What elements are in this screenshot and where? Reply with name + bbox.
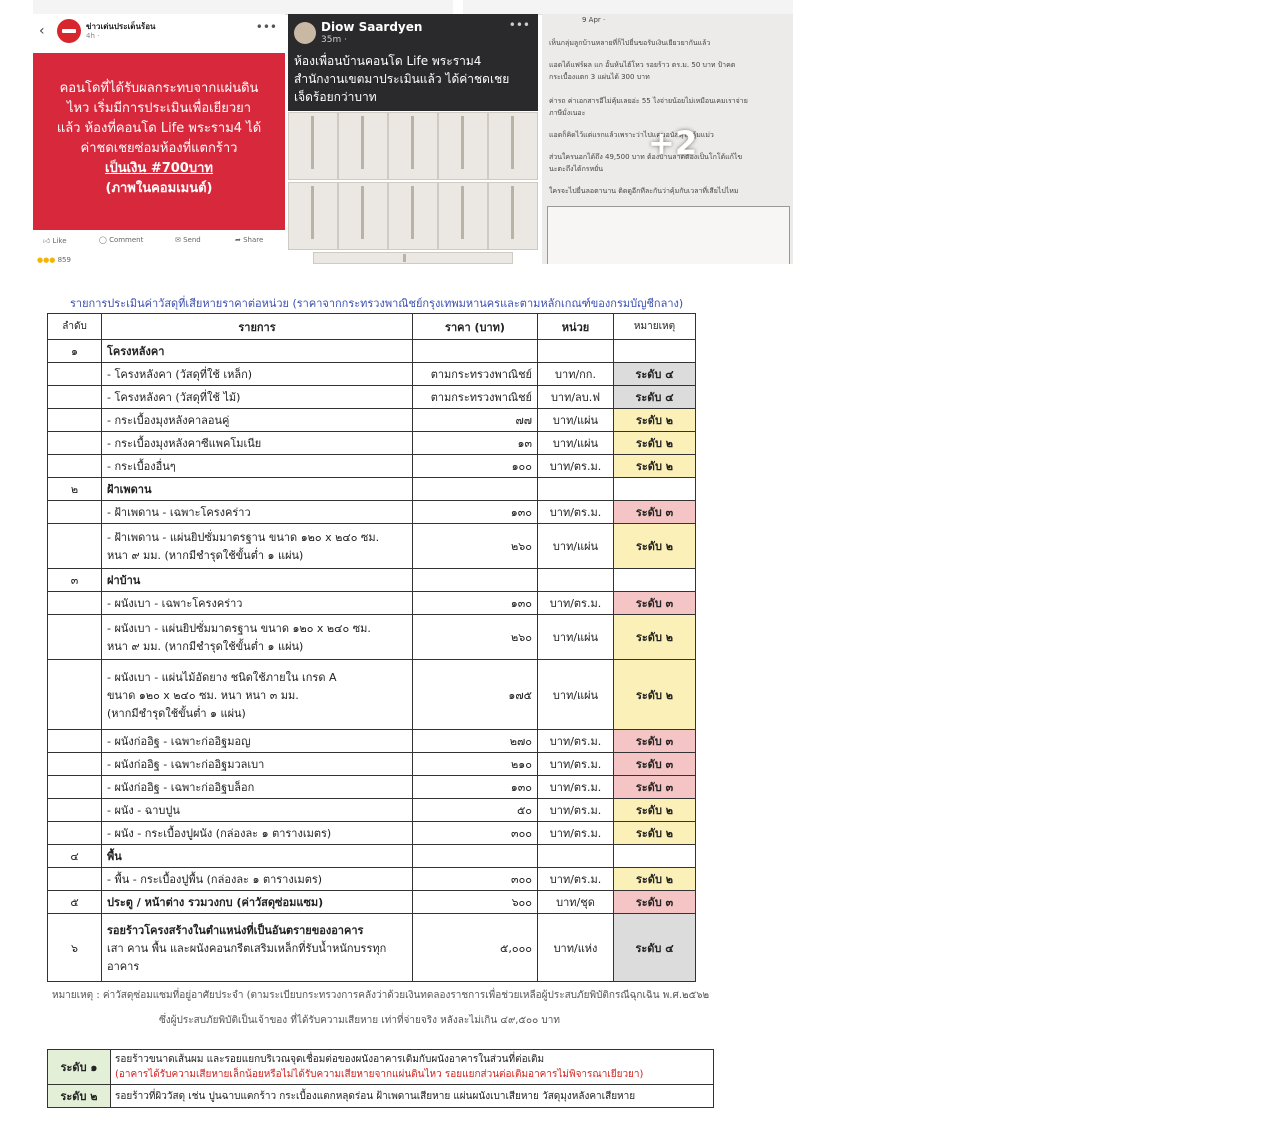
post-text-line: ใครจะไปยื่นลอตานาน ติดดูอีกทีละกันว่าคุ้มกับเวลาที่เสียไปไหม [549, 187, 739, 195]
row-price [413, 845, 538, 868]
row-number [48, 363, 102, 386]
row-level: ระดับ ๒ [614, 799, 696, 822]
table-body [48, 340, 696, 982]
row-number [48, 776, 102, 799]
red-card-line: ไหว เริ่มมีการประเมินเพื่อเยียวยา [66, 101, 252, 116]
reaction-emoji-icon: ●●● [37, 256, 56, 264]
row-level [614, 478, 696, 501]
row-item: - ผนังเบา - เฉพาะโครงคร่าว [102, 592, 413, 615]
table-row [48, 776, 696, 799]
post-time: 9 Apr · [582, 16, 606, 24]
row-level: ระดับ ๔ [614, 914, 696, 982]
row-level: ระดับ ๓ [614, 891, 696, 914]
table-group-row [48, 845, 696, 868]
row-price: ๓๐๐ [413, 822, 538, 845]
header-price: ราคา (บาท) [413, 314, 538, 340]
table-row [48, 592, 696, 615]
row-item [102, 914, 413, 982]
row-price: ๑๓๐ [413, 592, 538, 615]
send-button[interactable]: ✉ Send [175, 236, 201, 244]
post-text-line: กระเบื้องแตก 3 แผ่นได้ 300 บาท [549, 73, 650, 81]
row-price: ๗๗ [413, 409, 538, 432]
row-price: ๒๖๐ [413, 615, 538, 660]
crack-photo[interactable] [288, 112, 338, 180]
table-row [48, 660, 696, 730]
row-unit: บาท/ตร.ม. [538, 730, 614, 753]
row-number [48, 409, 102, 432]
crack-photo[interactable] [338, 112, 388, 180]
table-row [48, 753, 696, 776]
row-number [48, 501, 102, 524]
row-price: ๑๓๐ [413, 776, 538, 799]
row-number: ๑ [48, 340, 102, 363]
news-logo-icon [57, 19, 81, 43]
row-number [48, 592, 102, 615]
row-item: - ผนัง - ฉาบปูน [102, 799, 413, 822]
table-group-row [48, 340, 696, 363]
row-level: ระดับ ๓ [614, 730, 696, 753]
author-avatar[interactable] [294, 22, 316, 44]
embedded-table-thumbnail [547, 206, 790, 264]
post-collage [33, 0, 793, 264]
comment-button[interactable]: ◯ Comment [99, 236, 144, 244]
more-photos-count[interactable]: +2 [648, 124, 698, 162]
row-number [48, 455, 102, 478]
row-item: - ผนังเบา - แผ่นไม้อัดยาง ชนิดใช้ภายใน เกรด A ขนาด ๑๒๐ x ๒๔๐ ซม. หนา หนา ๓ มม. (หากมีชำรุดใช้ขั้นต่ำ ๑ แผ่น) [102, 660, 413, 730]
row-level: ระดับ ๔ [614, 363, 696, 386]
row-unit: บาท/ตร.ม. [538, 753, 614, 776]
table-group-row [48, 914, 696, 982]
row-item: - ผนังก่ออิฐ - เฉพาะก่ออิฐมวลเบา [102, 753, 413, 776]
level-row [48, 1085, 714, 1108]
facebook-post-screenshot[interactable] [542, 14, 793, 264]
red-card-line: แล้ว ห้องที่คอนโด Life พระราม4 ได้ [56, 121, 262, 136]
row-level: ระดับ ๒ [614, 409, 696, 432]
row-number [48, 432, 102, 455]
post-text-line: เจ็ดร้อยกว่าบาท [294, 90, 377, 104]
post-header-dark [288, 14, 538, 111]
table-row [48, 822, 696, 845]
row-level: ระดับ ๒ [614, 455, 696, 478]
post-text-line: แอดก็คิดไว้แต่แรกแล้วเพราะว่าไปแคมอนัสดุไม่คุ้มแม่ว [549, 131, 714, 139]
level-desc-note: (อาคารได้รับความเสียหายเล็กน้อยหรือไม่ได้รับความเสียหายจากแผ่นดินไหว รอยแยกส่วนต่อเติมอาคารไม่พิจารณาเยียวยา) [115, 1069, 644, 1080]
row-price: ๖๐๐ [413, 891, 538, 914]
row-item: พื้น [102, 845, 413, 868]
table-row [48, 501, 696, 524]
row-item: - กระเบื้องมุงหลังคาลอนคู่ [102, 409, 413, 432]
red-card-line: ค่าชดเชยซ่อมห้องที่แตกร้าว [80, 141, 238, 156]
row-number [48, 524, 102, 569]
row-price [413, 340, 538, 363]
row-unit: บาท/ตร.ม. [538, 776, 614, 799]
row-number [48, 822, 102, 845]
post-text-line: ส่วนใครนอกได้ถึง 49,500 บาท ต้องบ้านลาดต้องเป็นโกโต้แก้ไข [549, 153, 743, 161]
damage-level-table [47, 1049, 714, 1108]
row-price: ตามกระทรวงพาณิชย์ [413, 386, 538, 409]
crack-photo[interactable] [438, 182, 488, 250]
row-level: ระดับ ๓ [614, 501, 696, 524]
red-card-line: (ภาพในคอมเมนต์) [105, 181, 213, 196]
table-group-row [48, 891, 696, 914]
like-button[interactable]: 👍︎ Like [43, 237, 67, 245]
row-number [48, 753, 102, 776]
level-desc-text: รอยร้าวที่ผิววัสดุ เช่น ปูนฉาบแตกร้าว กระเบื้องแตกหลุดร่อน ฝ้าเพดานเสียหาย แผ่นผนังเบาเสียหาย วัสดุมุงหลังคาเสียหาย [115, 1090, 636, 1102]
row-unit: บาท/กก. [538, 363, 614, 386]
row-item-detail: เสา คาน พื้น และผนังคอนกรีตเสริมเหล็กที่รับน้ำหนักบรรทุกอาคาร [107, 941, 387, 973]
row-level: ระดับ ๒ [614, 524, 696, 569]
table-row [48, 730, 696, 753]
post-text-line: ห้องเพื่อนบ้านคอนโด Life พระราม4 [294, 54, 482, 68]
row-item: ฝาบ้าน [102, 569, 413, 592]
reaction-count[interactable] [37, 256, 71, 264]
level-label: ระดับ ๒ [48, 1085, 111, 1108]
row-price: ๕๐ [413, 799, 538, 822]
table-group-row [48, 569, 696, 592]
crack-photo[interactable] [313, 252, 513, 264]
table-row [48, 432, 696, 455]
row-unit: บาท/ตร.ม. [538, 799, 614, 822]
row-unit: บาท/ตร.ม. [538, 592, 614, 615]
table-row [48, 524, 696, 569]
send-label: Send [183, 236, 201, 244]
row-item: ประตู / หน้าต่าง รวมวงกบ (ค่าวัสดุซ่อมแซม) [102, 891, 413, 914]
cropped-strip-right [463, 0, 793, 15]
comment-label: Comment [109, 236, 144, 244]
share-label: Share [243, 236, 264, 244]
row-level [614, 340, 696, 363]
row-item: - โครงหลังคา (วัสดุที่ใช้ ไม้) [102, 386, 413, 409]
row-unit [538, 340, 614, 363]
crack-photo[interactable] [288, 182, 338, 250]
row-item: - ผนังเบา - แผ่นยิปซั่มมาตรฐาน ขนาด ๑๒๐ x ๒๔๐ ซม. หนา ๙ มม. (หากมีชำรุดใช้ขั้นต่ำ ๑ แผ่น) [102, 615, 413, 660]
table-row [48, 868, 696, 891]
cropped-strip-left [33, 0, 453, 15]
post-text-line: แอดได้แฟร์ผล แก อั้นห้นไฮ้โหว รอยร้าว ตร.ม. 50 บาท ป้าคต [549, 61, 736, 69]
table-row [48, 363, 696, 386]
row-level: ระดับ ๓ [614, 753, 696, 776]
row-unit: บาท/แผ่น [538, 524, 614, 569]
header-no: ลำดับ [48, 314, 102, 340]
post-text-line: นะตะถึงได้กรหยั่น [549, 165, 604, 173]
row-unit: บาท/ตร.ม. [538, 455, 614, 478]
row-unit: บาท/ตร.ม. [538, 822, 614, 845]
row-item: ฝ้าเพดาน [102, 478, 413, 501]
row-level: ระดับ ๒ [614, 660, 696, 730]
red-card-line: คอนโดที่ได้รับผลกระทบจากแผ่นดิน [59, 81, 259, 96]
row-unit [538, 845, 614, 868]
more-options-icon[interactable]: ••• [255, 20, 277, 34]
row-price [413, 478, 538, 501]
facebook-post-diow [288, 14, 538, 264]
row-item: - ฝ้าเพดาน - แผ่นยิปซั่มมาตรฐาน ขนาด ๑๒๐ x ๒๔๐ ซม. หนา ๙ มม. (หากมีชำรุดใช้ขั้นต่ำ ๑ แผ่น) [102, 524, 413, 569]
row-level: ระดับ ๓ [614, 592, 696, 615]
row-number: ๖ [48, 914, 102, 982]
row-price: ๒๖๐ [413, 524, 538, 569]
row-price: ๒๗๐ [413, 730, 538, 753]
row-price: ๑๗๕ [413, 660, 538, 730]
row-level: ระดับ ๒ [614, 822, 696, 845]
row-item-heading: รอยร้าวโครงสร้างในตำแหน่งที่เป็นอันตรายของอาคาร [107, 923, 364, 937]
row-level: ระดับ ๒ [614, 615, 696, 660]
author-name[interactable]: Diow Saardyen [321, 20, 423, 34]
row-unit [538, 478, 614, 501]
table-group-row [48, 478, 696, 501]
table-row [48, 386, 696, 409]
row-number: ๓ [48, 569, 102, 592]
post-actions [33, 232, 285, 250]
row-unit: บาท/แห่ง [538, 914, 614, 982]
row-unit: บาท/แผ่น [538, 660, 614, 730]
post-text-line: สำนักงานเขตมาประเมินแล้ว ได้ค่าชดเชย [294, 72, 510, 86]
post-time: 4h · [86, 32, 100, 40]
post-text-line: เห็นกลุ่มลูกบ้านหลายที่ก็ไปยื่นขอรับเงินเยียวยากันแล้ว [549, 39, 711, 47]
row-number [48, 799, 102, 822]
row-level: ระดับ ๔ [614, 386, 696, 409]
row-level: ระดับ ๒ [614, 868, 696, 891]
footnote-line-2: ซึ่งผู้ประสบภัยพิบัติเป็นเจ้าของ ที่ได้รับความเสียหาย เท่าที่จ่ายจริง หลังละไม่เกิน ๔๙,๕๐๐ บาท [159, 1015, 560, 1026]
row-item: - ผนัง - กระเบื้องปูผนัง (กล่องละ ๑ ตารางเมตร) [102, 822, 413, 845]
row-number: ๕ [48, 891, 102, 914]
row-level: ระดับ ๓ [614, 776, 696, 799]
page-name[interactable]: ข่าวเด่นประเด็นร้อน [86, 22, 156, 31]
level-description [111, 1085, 714, 1108]
row-number [48, 868, 102, 891]
damage-rate-table [47, 313, 696, 982]
crack-photo[interactable] [388, 182, 438, 250]
post-text [294, 52, 534, 106]
row-number [48, 730, 102, 753]
share-button[interactable]: ➦ Share [235, 236, 264, 244]
row-unit: บาท/แผ่น [538, 615, 614, 660]
row-price: ๑๓๐ [413, 501, 538, 524]
post-text-line: ภาษีมั่งเนอะ [549, 109, 586, 117]
post-text-line: ค่ารถ ค่าเอกสารอีไม่คุ้มเลยอ่ะ 55 ไงจ่ายน้อยไม่เหมือนเคมเราจ่าย [549, 97, 748, 105]
row-item: - ฝ้าเพดาน - เฉพาะโครงคร่าว [102, 501, 413, 524]
facebook-post-news [33, 14, 285, 264]
row-number [48, 660, 102, 730]
row-level [614, 569, 696, 592]
row-level [614, 845, 696, 868]
post-time: 35m · [321, 35, 347, 45]
row-unit: บาท/ตร.ม. [538, 868, 614, 891]
level-label: ระดับ ๑ [48, 1050, 111, 1085]
row-unit: บาท/ลบ.ฟ [538, 386, 614, 409]
row-item: - พื้น - กระเบื้องปูพื้น (กล่องละ ๑ ตารางเมตร) [102, 868, 413, 891]
header-unit: หน่วย [538, 314, 614, 340]
row-item: - โครงหลังคา (วัสดุที่ใช้ เหล็ก) [102, 363, 413, 386]
row-price: ๕,๐๐๐ [413, 914, 538, 982]
back-arrow-icon[interactable]: ‹ [39, 23, 45, 39]
row-price: ๒๑๐ [413, 753, 538, 776]
post-image-red-card[interactable] [33, 53, 285, 230]
header-item: รายการ [102, 314, 413, 340]
crack-photo[interactable] [338, 182, 388, 250]
row-price: ๓๐๐ [413, 868, 538, 891]
reaction-number: 859 [57, 256, 71, 264]
row-item: - กระเบื้องอื่นๆ [102, 455, 413, 478]
table-row [48, 455, 696, 478]
footnote-line-1: หมายเหตุ : ค่าวัสดุซ่อมแซมที่อยู่อาศัยประจำ (ตามระเบียบกระทรวงการคลังว่าด้วยเงินทดลองราชการเพื่อช่วยเหลือผู้ประสบภัยพิบัติกรณีฉุกเฉิน พ.ศ.๒๕๖๒ [52, 990, 710, 1001]
row-unit: บาท/แผ่น [538, 432, 614, 455]
table-row [48, 615, 696, 660]
crack-photo[interactable] [488, 182, 538, 250]
row-number: ๒ [48, 478, 102, 501]
crack-photo[interactable] [488, 112, 538, 180]
row-item: - ผนังก่ออิฐ - เฉพาะก่ออิฐมอญ [102, 730, 413, 753]
row-price: ตามกระทรวงพาณิชย์ [413, 363, 538, 386]
row-unit: บาท/ตร.ม. [538, 501, 614, 524]
level-description [111, 1050, 714, 1085]
document-title: รายการประเมินค่าวัสดุที่เสียหายราคาต่อหน่วย (ราคาจากกระทรวงพาณิชย์กรุงเทพมหานครและตามหลักเกณฑ์ของกรมบัญชีกลาง) [70, 297, 684, 310]
level-row [48, 1050, 714, 1085]
row-unit: บาท/ชุด [538, 891, 614, 914]
like-label: Like [52, 237, 67, 245]
level-desc-text: รอยร้าวขนาดเส้นผม และรอยแยกบริเวณจุดเชื่อมต่อของผนังอาคารเดิมกับผนังอาคารในส่วนที่ต่อเติม [115, 1054, 545, 1065]
table-row [48, 799, 696, 822]
row-number [48, 615, 102, 660]
row-level: ระดับ ๒ [614, 432, 696, 455]
row-number: ๔ [48, 845, 102, 868]
row-price: ๑๓ [413, 432, 538, 455]
row-price [413, 569, 538, 592]
crack-photo[interactable] [438, 112, 488, 180]
header-note: หมายเหตุ [614, 314, 696, 340]
more-options-icon[interactable]: ••• [508, 18, 530, 32]
table-header-row [48, 314, 696, 340]
row-item: - ผนังก่ออิฐ - เฉพาะก่ออิฐบล็อก [102, 776, 413, 799]
red-card-line: เป็นเงิน #700บาท [105, 161, 213, 176]
row-item: - กระเบื้องมุงหลังคาซีแพคโมเนีย [102, 432, 413, 455]
post-header [33, 14, 285, 52]
row-unit [538, 569, 614, 592]
crack-photo[interactable] [388, 112, 438, 180]
row-item: โครงหลังคา [102, 340, 413, 363]
row-number [48, 386, 102, 409]
table-row [48, 409, 696, 432]
page-avatar[interactable] [57, 19, 81, 43]
row-price: ๑๐๐ [413, 455, 538, 478]
row-unit: บาท/แผ่น [538, 409, 614, 432]
